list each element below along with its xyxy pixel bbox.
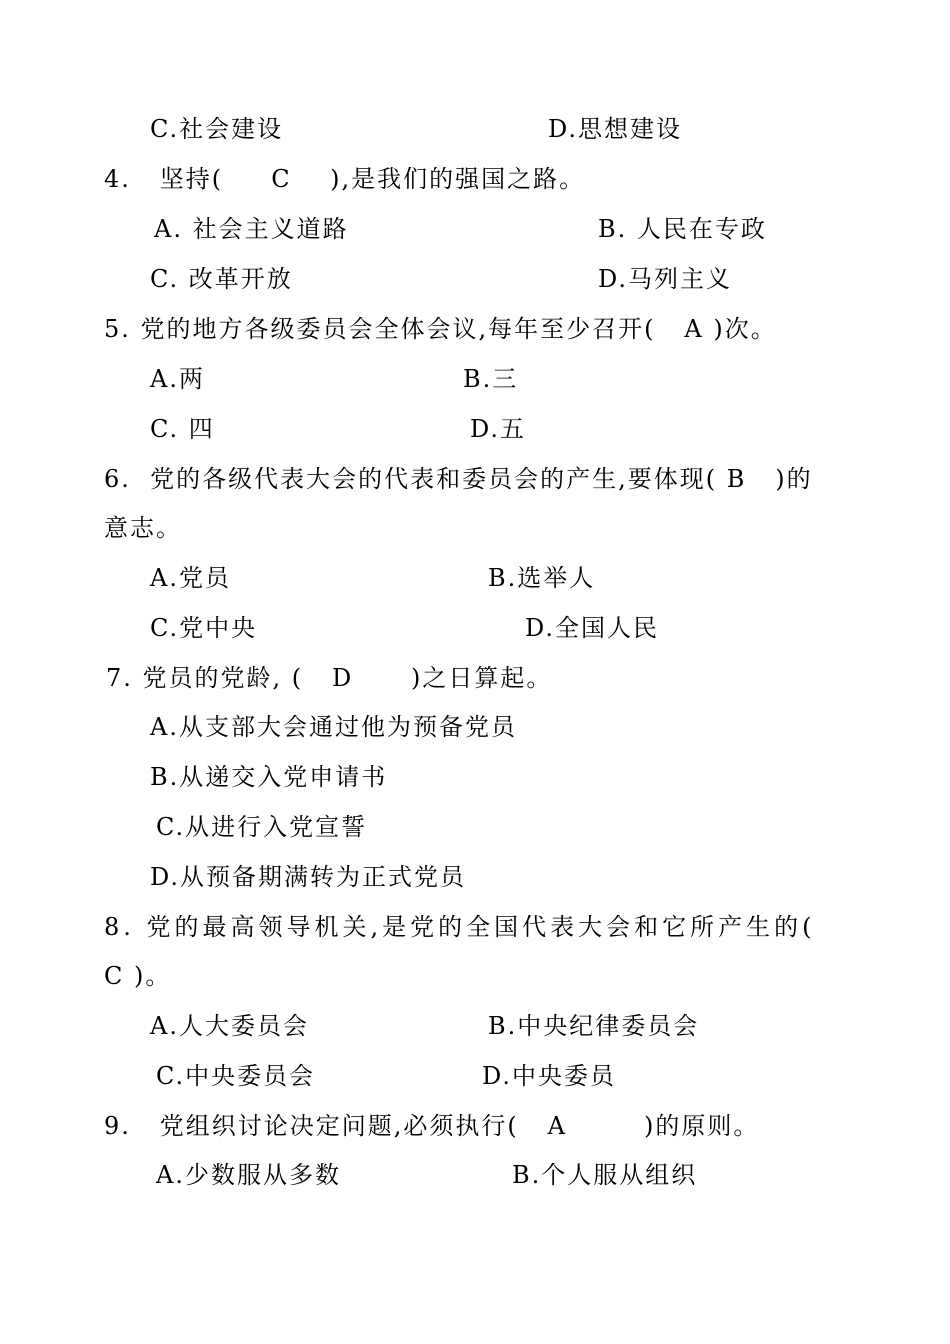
q6-stem-line2: 意志。 xyxy=(104,514,182,542)
q6-option-c: C.党中央 xyxy=(150,614,258,642)
q7-option-b: B.从递交入党申请书 xyxy=(150,763,388,791)
q7-stem: 7. 党员的党龄, ( D )之日算起。 xyxy=(106,664,553,692)
q9-stem: 9. 党组织讨论决定问题,必须执行( A )的原则。 xyxy=(104,1112,760,1140)
q4-option-d: D.马列主义 xyxy=(598,265,733,293)
q8-option-d: D.中央委员 xyxy=(482,1062,617,1090)
q4-option-c: C. 改革开放 xyxy=(150,265,293,293)
q7-option-d: D.从预备期满转为正式党员 xyxy=(150,863,467,891)
q4-option-a: A. 社会主义道路 xyxy=(154,215,349,243)
q8-option-b: B.中央纪律委员会 xyxy=(488,1012,700,1040)
q8-option-c: C.中央委员会 xyxy=(156,1062,316,1090)
q4-option-b: B. 人民在专政 xyxy=(598,215,767,243)
q8-stem-line2: C )。 xyxy=(104,962,172,990)
q4-stem: 4. 坚持( C ),是我们的强国之路。 xyxy=(104,165,586,193)
q8-option-a: A.人大委员会 xyxy=(150,1012,309,1040)
q3-option-d: D.思想建设 xyxy=(548,115,683,143)
q5-option-d: D.五 xyxy=(470,415,527,443)
q7-option-a: A.从支部大会通过他为预备党员 xyxy=(150,713,517,741)
q5-option-c: C. 四 xyxy=(150,415,215,443)
q6-option-b: B.选举人 xyxy=(488,564,596,592)
q9-option-b: B.个人服从组织 xyxy=(512,1161,698,1189)
q5-stem: 5. 党的地方各级委员会全体会议,每年至少召开( A )次。 xyxy=(104,315,777,343)
q7-option-c: C.从进行入党宣誓 xyxy=(156,813,368,841)
q6-stem-line1: 6. 党的各级代表大会的代表和委员会的产生,要体现( B )的 xyxy=(104,465,813,493)
q6-option-a: A.党员 xyxy=(150,564,231,592)
q6-option-d: D.全国人民 xyxy=(525,614,660,642)
q3-option-c: C.社会建设 xyxy=(150,115,284,143)
q8-stem-line1: 8. 党的最高领导机关,是党的全国代表大会和它所产生的( xyxy=(104,913,816,941)
q9-option-a: A.少数服从多数 xyxy=(156,1161,341,1189)
q5-option-a: A.两 xyxy=(150,365,205,393)
q5-option-b: B.三 xyxy=(463,365,519,393)
